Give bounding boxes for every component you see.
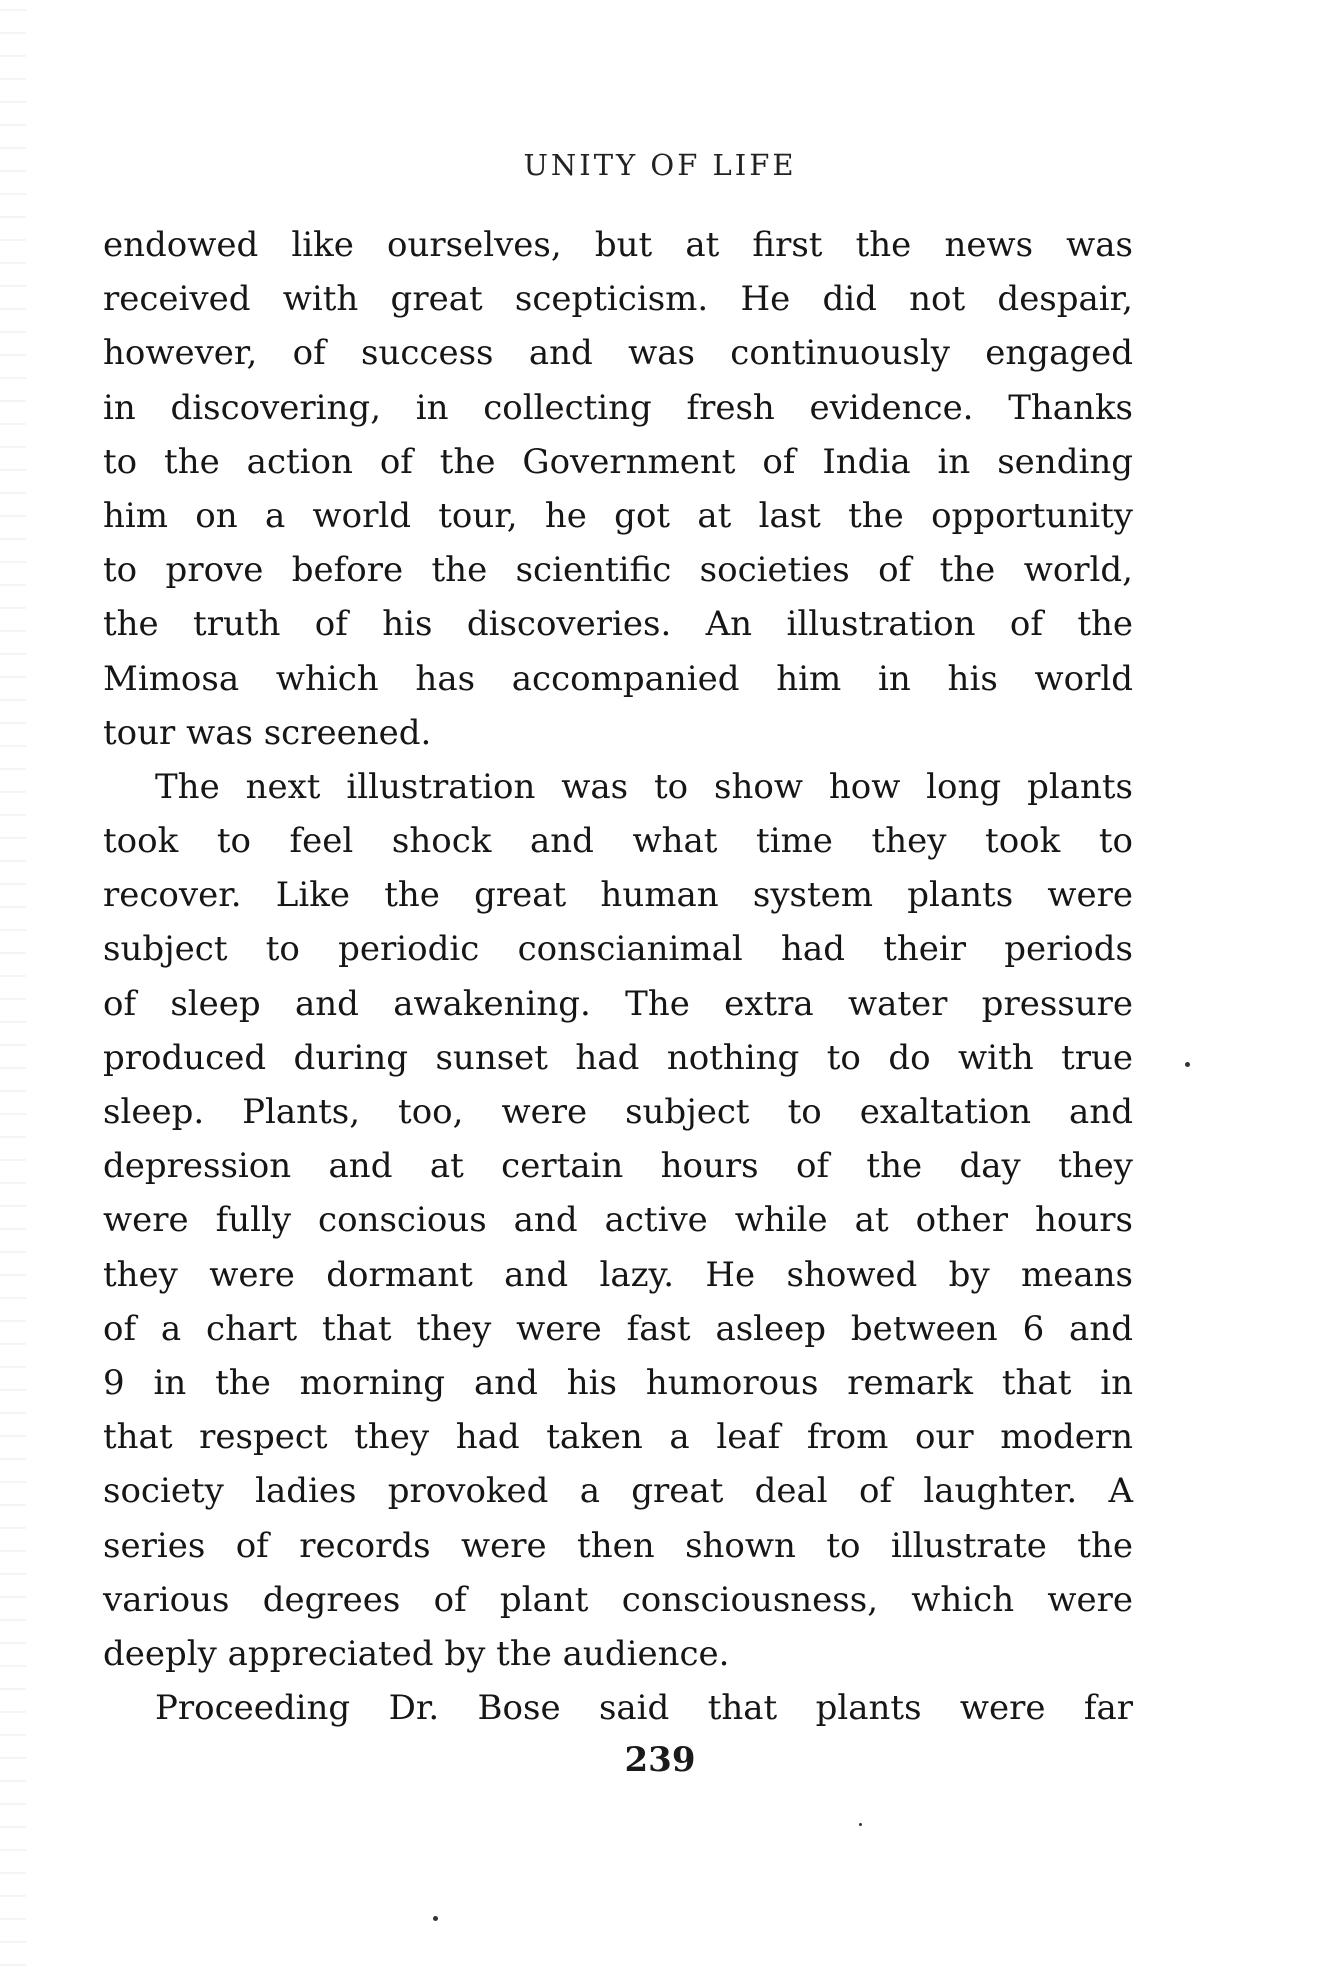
text-line: took to feel shock and what time they took to	[103, 821, 1133, 862]
text-line: that respect they had taken a leaf from our modern	[103, 1417, 1133, 1458]
text-line: of a chart that they were fast asleep between 6 and	[103, 1308, 1133, 1349]
text-line: deeply appreciated by the audience.	[103, 1633, 730, 1674]
text-line: society ladies provoked a great deal of laughter. A	[103, 1471, 1133, 1512]
text-line: they were dormant and lazy. He showed by means	[103, 1254, 1133, 1295]
text-line: received with great scepticism. He did not despair,	[103, 279, 1133, 320]
text-line: Proceeding Dr. Bose said that plants were far	[155, 1688, 1133, 1729]
text-line: of sleep and awakening. The extra water pressure	[103, 983, 1133, 1024]
text-line: sleep. Plants, too, were subject to exaltation and	[103, 1092, 1133, 1132]
running-head: UNITY OF LIFE	[523, 148, 797, 182]
text-line: were fully conscious and active while at other hours	[103, 1200, 1133, 1241]
text-line: series of records were then shown to illustrate the	[103, 1525, 1133, 1566]
text-line: 9 in the morning and his humorous remark that in	[103, 1362, 1133, 1403]
text-line: endowed like ourselves, but at first the news was	[103, 225, 1133, 265]
page-edge-shadow	[0, 0, 26, 1983]
text-line: depression and at certain hours of the day they	[103, 1146, 1133, 1187]
text-line: the truth of his discoveries. An illustration of the	[103, 604, 1133, 645]
text-line: Mimosa which has accompanied him in his world	[103, 658, 1133, 699]
ink-speck	[859, 1823, 862, 1826]
text-line: however, of success and was continuously engaged	[103, 333, 1133, 374]
text-line: The next illustration was to show how long plants	[155, 766, 1133, 807]
text-line: to prove before the scientific societies of the world,	[103, 550, 1133, 591]
text-line: subject to periodic conscianimal had their periods	[103, 929, 1133, 970]
text-line: tour was screened.	[103, 712, 432, 753]
text-line: various degrees of plant consciousness, which were	[103, 1579, 1133, 1620]
body-text	[103, 218, 1133, 1735]
text-line: to the action of the Government of India in sending	[103, 441, 1133, 482]
ink-speck	[433, 1916, 438, 1921]
page-number: 239	[624, 1740, 696, 1780]
text-line: in discovering, in collecting fresh evidence. Thanks	[103, 387, 1133, 428]
ink-speck	[1185, 1062, 1190, 1067]
text-line: him on a world tour, he got at last the opportunity	[103, 495, 1133, 536]
text-line: recover. Like the great human system plants were	[103, 875, 1133, 916]
text-line: produced during sunset had nothing to do with true	[103, 1037, 1133, 1078]
